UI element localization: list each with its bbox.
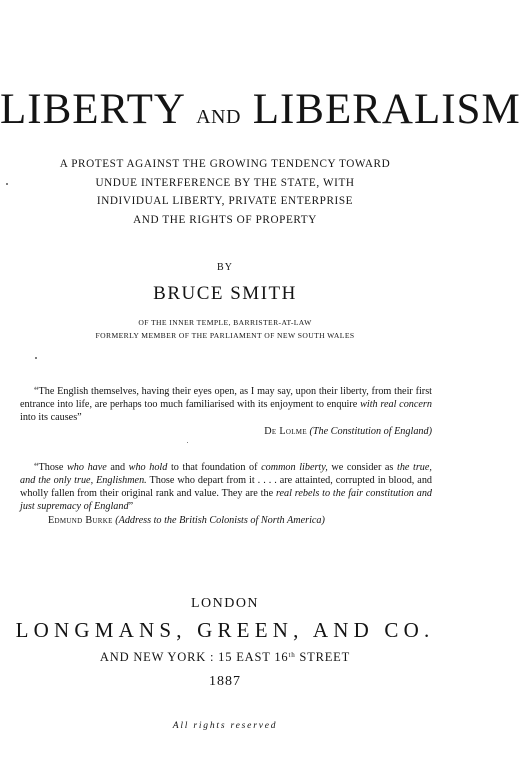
epigraph-de-lolme: [20, 385, 432, 438]
attribution-author: De Lolme: [264, 426, 307, 437]
title-word-liberalism: LIBERALISM: [252, 86, 521, 133]
author-affiliation: [0, 316, 450, 342]
epigraph-text: “The English themselves, having their eyes open, as I may say, upon their liberty, from their first entrance into life, are perhaps too much familiarised with its enjoyment to enquire with real concern into its causes”: [20, 386, 432, 423]
book-title: [0, 86, 521, 141]
imprint-address: AND NEW YORK : 15 EAST 16th STREET: [99, 650, 351, 664]
epigraph-burke: [20, 461, 432, 527]
paper-speck: [35, 357, 37, 359]
subtitle-line: UNDUE INTERFERENCE BY THE STATE, WITH: [95, 176, 355, 189]
subtitle-line: INDIVIDUAL LIBERTY, PRIVATE ENTERPRISE: [96, 195, 354, 207]
book-subtitle: [0, 155, 450, 229]
imprint-city: LONDON: [190, 596, 260, 611]
epigraph-attribution: [20, 514, 432, 527]
epigraph-text: “Those who have and who hold to that foundation of common liberty, we consider as the true, and the only true, Englishmen. Those who depart from it . . . . are attainted, corrupted in blood, and wholly fallen from their original rank and value. They are the real rebels to the fair constitution and just supremacy of England”: [20, 462, 433, 512]
subtitle-line: A PROTEST AGAINST THE GROWING TENDENCY TOWARD: [59, 158, 391, 170]
rights-notice: All rights reserved: [172, 721, 278, 731]
affiliation-line: FORMERLY MEMBER OF THE PARLIAMENT OF NEW SOUTH WALES: [95, 331, 355, 340]
affiliation-line: OF THE INNER TEMPLE, BARRISTER-AT-LAW: [138, 318, 312, 327]
attribution-author: Edmund Burke: [48, 515, 113, 526]
author-name: BRUCE SMITH: [153, 283, 297, 304]
paper-speck: [187, 442, 188, 443]
imprint-publisher: LONGMANS, GREEN, AND CO.: [15, 618, 435, 642]
attribution-work: (Address to the British Colonists of North America): [115, 515, 325, 526]
attribution-work: (The Constitution of England): [309, 426, 432, 437]
paper-speck: [6, 183, 8, 185]
title-word-liberty: LIBERTY: [0, 86, 185, 133]
title-word-and: AND: [196, 106, 241, 128]
imprint-year: 1887: [209, 674, 241, 689]
epigraph-attribution: [20, 425, 432, 438]
subtitle-line: AND THE RIGHTS OF PROPERTY: [133, 213, 317, 226]
byline: BY: [217, 262, 233, 273]
